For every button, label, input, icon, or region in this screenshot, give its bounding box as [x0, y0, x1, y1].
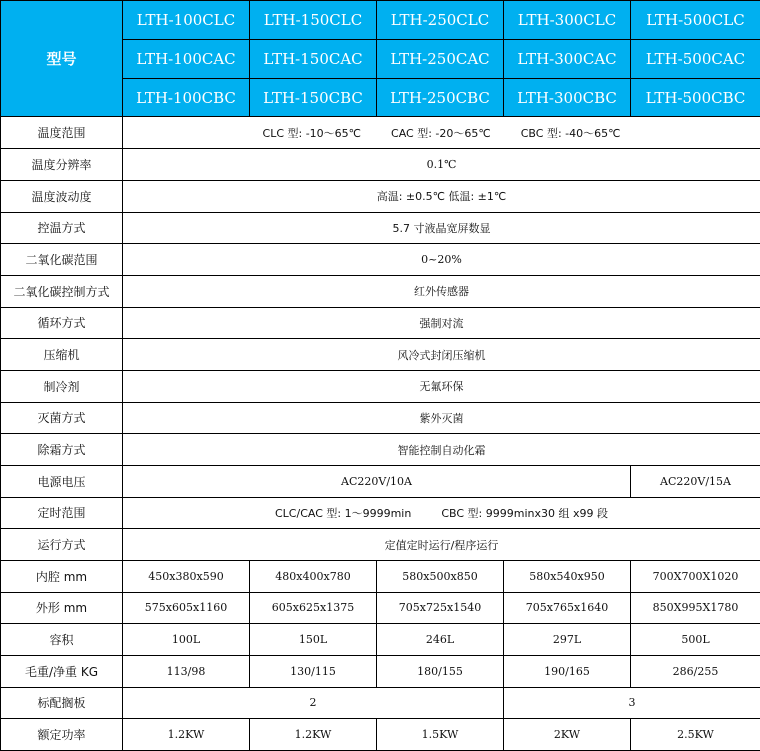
sterilization-value: 紫外灭菌: [123, 402, 760, 434]
row-label: 容积: [1, 624, 123, 656]
outer-size-cell: 605x625x1375: [250, 592, 377, 624]
volume-cell: 246L: [377, 624, 504, 656]
compressor-value: 风冷式封闭压缩机: [123, 339, 760, 371]
row-label: 外形 mm: [1, 592, 123, 624]
row-label: 二氧化碳控制方式: [1, 275, 123, 307]
power-cell: 1.2KW: [250, 719, 377, 751]
row-sterilization: [1, 402, 760, 434]
row-temp-range: [1, 117, 760, 149]
row-refrigerant: [1, 370, 760, 402]
model-label: 型号: [1, 1, 123, 117]
row-label: 温度波动度: [1, 180, 123, 212]
row-power-supply: [1, 465, 760, 497]
model-name: LTH-250CAC: [377, 39, 504, 78]
defrost-value: 智能控制自动化霜: [123, 434, 760, 466]
row-circulation: [1, 307, 760, 339]
temp-fluctuation-value: 高温: ±0.5℃ 低温: ±1℃: [123, 180, 760, 212]
control-mode-value: 5.7 寸液晶宽屏数显: [123, 212, 760, 244]
inner-size-cell: 580x500x850: [377, 560, 504, 592]
model-name: LTH-250CBC: [377, 78, 504, 117]
row-shelves: [1, 687, 760, 719]
volume-cell: 500L: [631, 624, 760, 656]
row-label: 温度范围: [1, 117, 123, 149]
model-name: LTH-250CLC: [377, 1, 504, 40]
row-label: 温度分辨率: [1, 149, 123, 181]
row-outer-size: [1, 592, 760, 624]
model-name: LTH-150CLC: [250, 1, 377, 40]
refrigerant-value: 无氟环保: [123, 370, 760, 402]
row-label: 二氧化碳范围: [1, 244, 123, 276]
operation-value: 定值定时运行/程序运行: [123, 529, 760, 561]
temp-range-clc: CLC 型: -10～65℃: [262, 126, 362, 140]
header-row-clc: [1, 1, 760, 40]
inner-size-cell: 450x380x590: [123, 560, 250, 592]
row-label: 电源电压: [1, 465, 123, 497]
row-label: 控温方式: [1, 212, 123, 244]
weight-cell: 286/255: [631, 655, 760, 687]
shelves-value-b: 3: [504, 687, 760, 719]
row-label: 压缩机: [1, 339, 123, 371]
model-name: LTH-100CBC: [123, 78, 250, 117]
row-inner-size: [1, 560, 760, 592]
outer-size-cell: 705x765x1640: [504, 592, 631, 624]
model-name: LTH-100CAC: [123, 39, 250, 78]
outer-size-cell: 575x605x1160: [123, 592, 250, 624]
row-compressor: [1, 339, 760, 371]
row-volume: [1, 624, 760, 656]
outer-size-cell: 705x725x1540: [377, 592, 504, 624]
co2-control-value: 红外传感器: [123, 275, 760, 307]
outer-size-cell: 850X995X1780: [631, 592, 760, 624]
power-cell: 1.5KW: [377, 719, 504, 751]
model-name: LTH-150CBC: [250, 78, 377, 117]
row-label: 灭菌方式: [1, 402, 123, 434]
power-cell: 2KW: [504, 719, 631, 751]
inner-size-cell: 480x400x780: [250, 560, 377, 592]
temp-range-value: [123, 117, 760, 149]
timer-value-a: CLC/CAC 型: 1～9999min: [275, 506, 412, 520]
row-label: 循环方式: [1, 307, 123, 339]
model-name: LTH-150CAC: [250, 39, 377, 78]
row-defrost: [1, 434, 760, 466]
row-label: 毛重/净重 KG: [1, 655, 123, 687]
row-label: 内腔 mm: [1, 560, 123, 592]
timer-value: [123, 497, 760, 529]
weight-cell: 130/115: [250, 655, 377, 687]
model-name: LTH-500CBC: [631, 78, 760, 117]
row-co2-range: [1, 244, 760, 276]
model-name: LTH-500CAC: [631, 39, 760, 78]
shelves-value-a: 2: [123, 687, 504, 719]
model-name: LTH-300CBC: [504, 78, 631, 117]
power-cell: 2.5KW: [631, 719, 760, 751]
row-temp-resolution: [1, 149, 760, 181]
model-name: LTH-100CLC: [123, 1, 250, 40]
row-operation: [1, 529, 760, 561]
row-temp-fluctuation: [1, 180, 760, 212]
model-name: LTH-500CLC: [631, 1, 760, 40]
circulation-value: 强制对流: [123, 307, 760, 339]
weight-cell: 190/165: [504, 655, 631, 687]
model-name: LTH-300CLC: [504, 1, 631, 40]
timer-value-b: CBC 型: 9999minx30 组 x99 段: [441, 506, 608, 520]
co2-range-value: 0~20%: [123, 244, 760, 276]
inner-size-cell: 580x540x950: [504, 560, 631, 592]
row-label: 制冷剂: [1, 370, 123, 402]
inner-size-cell: 700X700X1020: [631, 560, 760, 592]
row-label: 运行方式: [1, 529, 123, 561]
temp-range-cbc: CBC 型: -40～65℃: [520, 126, 621, 140]
temp-range-cac: CAC 型: -20～65℃: [391, 126, 491, 140]
power-supply-value-a: AC220V/10A: [123, 465, 631, 497]
temp-resolution-value: 0.1℃: [123, 149, 760, 181]
row-timer: [1, 497, 760, 529]
weight-cell: 180/155: [377, 655, 504, 687]
row-label: 除霜方式: [1, 434, 123, 466]
volume-cell: 150L: [250, 624, 377, 656]
row-weight: [1, 655, 760, 687]
model-name: LTH-300CAC: [504, 39, 631, 78]
weight-cell: 113/98: [123, 655, 250, 687]
row-co2-control: [1, 275, 760, 307]
row-control-mode: [1, 212, 760, 244]
volume-cell: 100L: [123, 624, 250, 656]
volume-cell: 297L: [504, 624, 631, 656]
power-supply-value-b: AC220V/15A: [631, 465, 760, 497]
row-label: 标配搁板: [1, 687, 123, 719]
power-cell: 1.2KW: [123, 719, 250, 751]
row-power: [1, 719, 760, 751]
row-label: 定时范围: [1, 497, 123, 529]
row-label: 额定功率: [1, 719, 123, 751]
